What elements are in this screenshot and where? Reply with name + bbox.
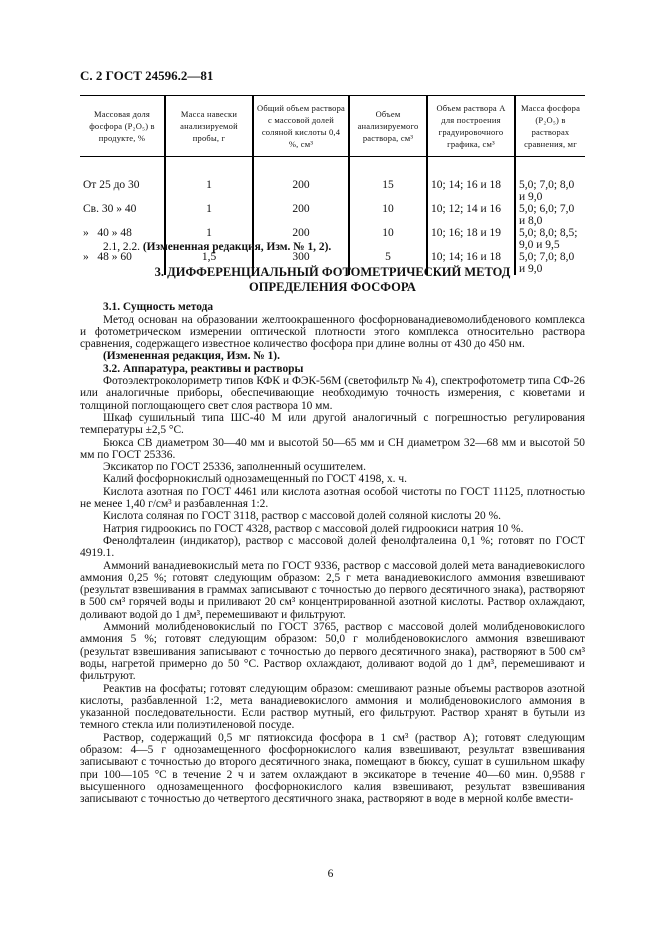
page-header: С. 2 ГОСТ 24596.2—81 bbox=[80, 68, 214, 83]
table-cell: 10 bbox=[349, 203, 427, 227]
column-header: Масса фосфора (P₂O₅) в растворах сравнения, мг bbox=[515, 96, 585, 157]
table-cell: 1 bbox=[165, 157, 253, 204]
column-header: Объем раствора А для построения градуировочного графика, см³ bbox=[427, 96, 515, 157]
revision-note: (Измененная редакция, Изм. № 1). bbox=[103, 350, 280, 363]
paragraph: Аммоний молибденовокислый по ГОСТ 3765, раствор с массовой долей молибденовокислого аммония 5 %; готовят следующим образом: 50,0 г молибденовокислого аммония взвешивают (результат взвешивания записывают с точностью до первого десятичного знака), растворяют в 500 см³ воды, нагретой примерно до 50 °С. Раствор охлаждают, доливают водой до 1 дм³, перемешивают и фильтруют. bbox=[80, 621, 585, 683]
paragraph: Аммоний ванадиевокислый мета по ГОСТ 9336, раствор с массовой долей мета ванадиевокислого аммония 0,25 %; готовят следующим образом: 2,5 г мета ванадиевокислого аммония взвешивают (результат взвешивания в граммах записывают с точностью до первого десятичного знака), растворяют в 500 см³ горячей воды и приливают 20 см³ концентрированной азотной кислоты. Раствор охлаждают, доливают водой до 1 дм³, перемешивают и фильтруют. bbox=[80, 559, 585, 621]
revision-label: (Измененная редакция, Изм. № 1, 2). bbox=[142, 241, 332, 253]
table-cell: 5,0; 8,0; 8,5; 9,0 и 9,5 bbox=[515, 227, 585, 251]
paragraph: Кислота азотная по ГОСТ 4461 или кислота азотная особой чистоты по ГОСТ 11125, плотностью не менее 1,40 г/см³ и разбавленная 1:2. bbox=[80, 485, 585, 511]
paragraph: Метод основан на образовании желтоокрашенного фосфорнованадиевомолибденового комплекса и фотометрическом измерении оптической плотности этого комплекса относительно раствора сравнения, содержащего известное количество фосфора при длине волны от 430 до 450 нм. bbox=[80, 313, 585, 351]
paragraph: Калий фосфорнокислый однозамещенный по ГОСТ 4198, х. ч. bbox=[103, 473, 407, 486]
page-number: 6 bbox=[327, 868, 334, 880]
table-cell: 15 bbox=[349, 157, 427, 204]
paragraph: Кислота соляная по ГОСТ 3118, раствор с массовой долей соляной кислоты 20 %. bbox=[103, 510, 501, 523]
paragraph: Фотоэлектроколориметр типов КФК и ФЭК-56М (светофильтр № 4), спектрофотометр типа СФ-26 или аналогичные приборы, обеспечивающие необходимую точность измерения, с кюветами и толщиной поглощающего свет слоя раствора 10 мм. bbox=[80, 375, 585, 412]
column-header: Объем анализируемого раствора, см³ bbox=[349, 96, 427, 157]
table-cell: 1 bbox=[165, 227, 253, 251]
table-cell: От 25 до 30 bbox=[83, 179, 140, 191]
table-cell: 5,0; 7,0; 8,0 и 9,0 bbox=[515, 157, 585, 204]
table-cell: 10 bbox=[349, 227, 427, 251]
table-cell: 10; 12; 14 и 16 bbox=[427, 203, 515, 227]
column-header: Массовая доля фосфора (P₂O₅) в продукте, % bbox=[80, 96, 165, 157]
column-header: Общий объем раствора с массовой долей соляной кислоты 0,4 %, см³ bbox=[253, 96, 349, 157]
table-cell: 5,0; 6,0; 7,0 и 8,0 bbox=[515, 203, 585, 227]
table-cell: 5 bbox=[349, 251, 427, 275]
table-row bbox=[80, 157, 585, 204]
column-header: Масса навески анализируемой пробы, г bbox=[165, 96, 253, 157]
table-cell: 10; 16; 18 и 19 bbox=[427, 227, 515, 251]
paragraph: Бюкса СВ диаметром 30—40 мм и высотой 50—65 мм и СН диаметром 32—68 мм и высотой 50 мм по ГОСТ 25336. bbox=[80, 436, 585, 461]
table-row bbox=[80, 203, 585, 227]
table-cell: 300 bbox=[253, 251, 349, 275]
paragraph: Натрия гидроокись по ГОСТ 4328, раствор с массовой долей гидроокиси натрия 10 %. bbox=[103, 522, 524, 535]
subsection-heading: 3.1. Сущность метода bbox=[103, 301, 214, 314]
table-cell: 5,0; 7,0; 8,0 и 9,0 bbox=[515, 251, 585, 275]
paragraph: Раствор, содержащий 0,5 мг пятиоксида фосфора в 1 см³ (раствор А); готовят следующим образом: 4—5 г однозамещенного фосфорнокислого калия взвешивают, результат взвешивания записывают с точностью до второго десятичного знака, помещают в бюксу, сушат в сушильном шкафу при 100—105 °С в течение 2 ч и затем охлаждают в эксикаторе в течение 40—60 мин. 0,9588 г высушенного однозамещенного фосфорнокислого калия взвешивают, результат взвешивания записывают с точностью до четвертого десятичного знака, растворяют в воде в мерной колбе вмести- bbox=[80, 731, 585, 806]
document-body bbox=[80, 241, 585, 805]
paragraph: Фенолфталеин (индикатор), раствор с массовой долей фенолфталеина 0,1 %; готовят по ГОСТ 4919.1. bbox=[80, 534, 585, 560]
table-cell: 1,5 bbox=[165, 251, 253, 275]
table-cell: 200 bbox=[253, 203, 349, 227]
paragraph: Реактив на фосфаты; готовят следующим образом: смешивают разные объемы растворов азотной кислоты, разбавленной 1:2, мета ванадиевокислого аммония и молибденовокислого аммония в указанной последовательности. Если раствор мутный, его фильтруют. Раствор хранят в бутыли из темного стекла или полиэтиленовой посуде. bbox=[80, 682, 585, 732]
table-header-row bbox=[80, 96, 585, 157]
section-heading: ОПРЕДЕЛЕНИЯ ФОСФОРА bbox=[249, 280, 416, 295]
subsection-heading: 3.2. Аппаратура, реактивы и растворы bbox=[103, 362, 304, 375]
table-cell: 200 bbox=[253, 157, 349, 204]
paragraph: Шкаф сушильный типа ШС-40 М или другой аналогичный с погрешностью регулирования температуры ±2,5 °С. bbox=[80, 411, 585, 437]
clause-number: 2.1, 2.2. bbox=[103, 241, 143, 253]
table-cell: 200 bbox=[253, 227, 349, 251]
table-cell: 1 bbox=[165, 203, 253, 227]
table-cell: Св. 30 » 40 bbox=[83, 203, 137, 215]
section-heading: 3. ДИФФЕРЕНЦИАЛЬНЫЙ ФОТОМЕТРИЧЕСКИЙ МЕТОД bbox=[154, 265, 511, 280]
table-cell: 10; 14; 16 и 18 bbox=[427, 251, 515, 275]
table-cell: » 48 » 60 bbox=[83, 251, 132, 263]
table-cell: 10; 14; 16 и 18 bbox=[427, 157, 515, 204]
paragraph: Эксикатор по ГОСТ 25336, заполненный осушителем. bbox=[103, 461, 366, 474]
revision-note bbox=[80, 241, 585, 253]
table-cell: » 40 » 48 bbox=[83, 227, 132, 239]
